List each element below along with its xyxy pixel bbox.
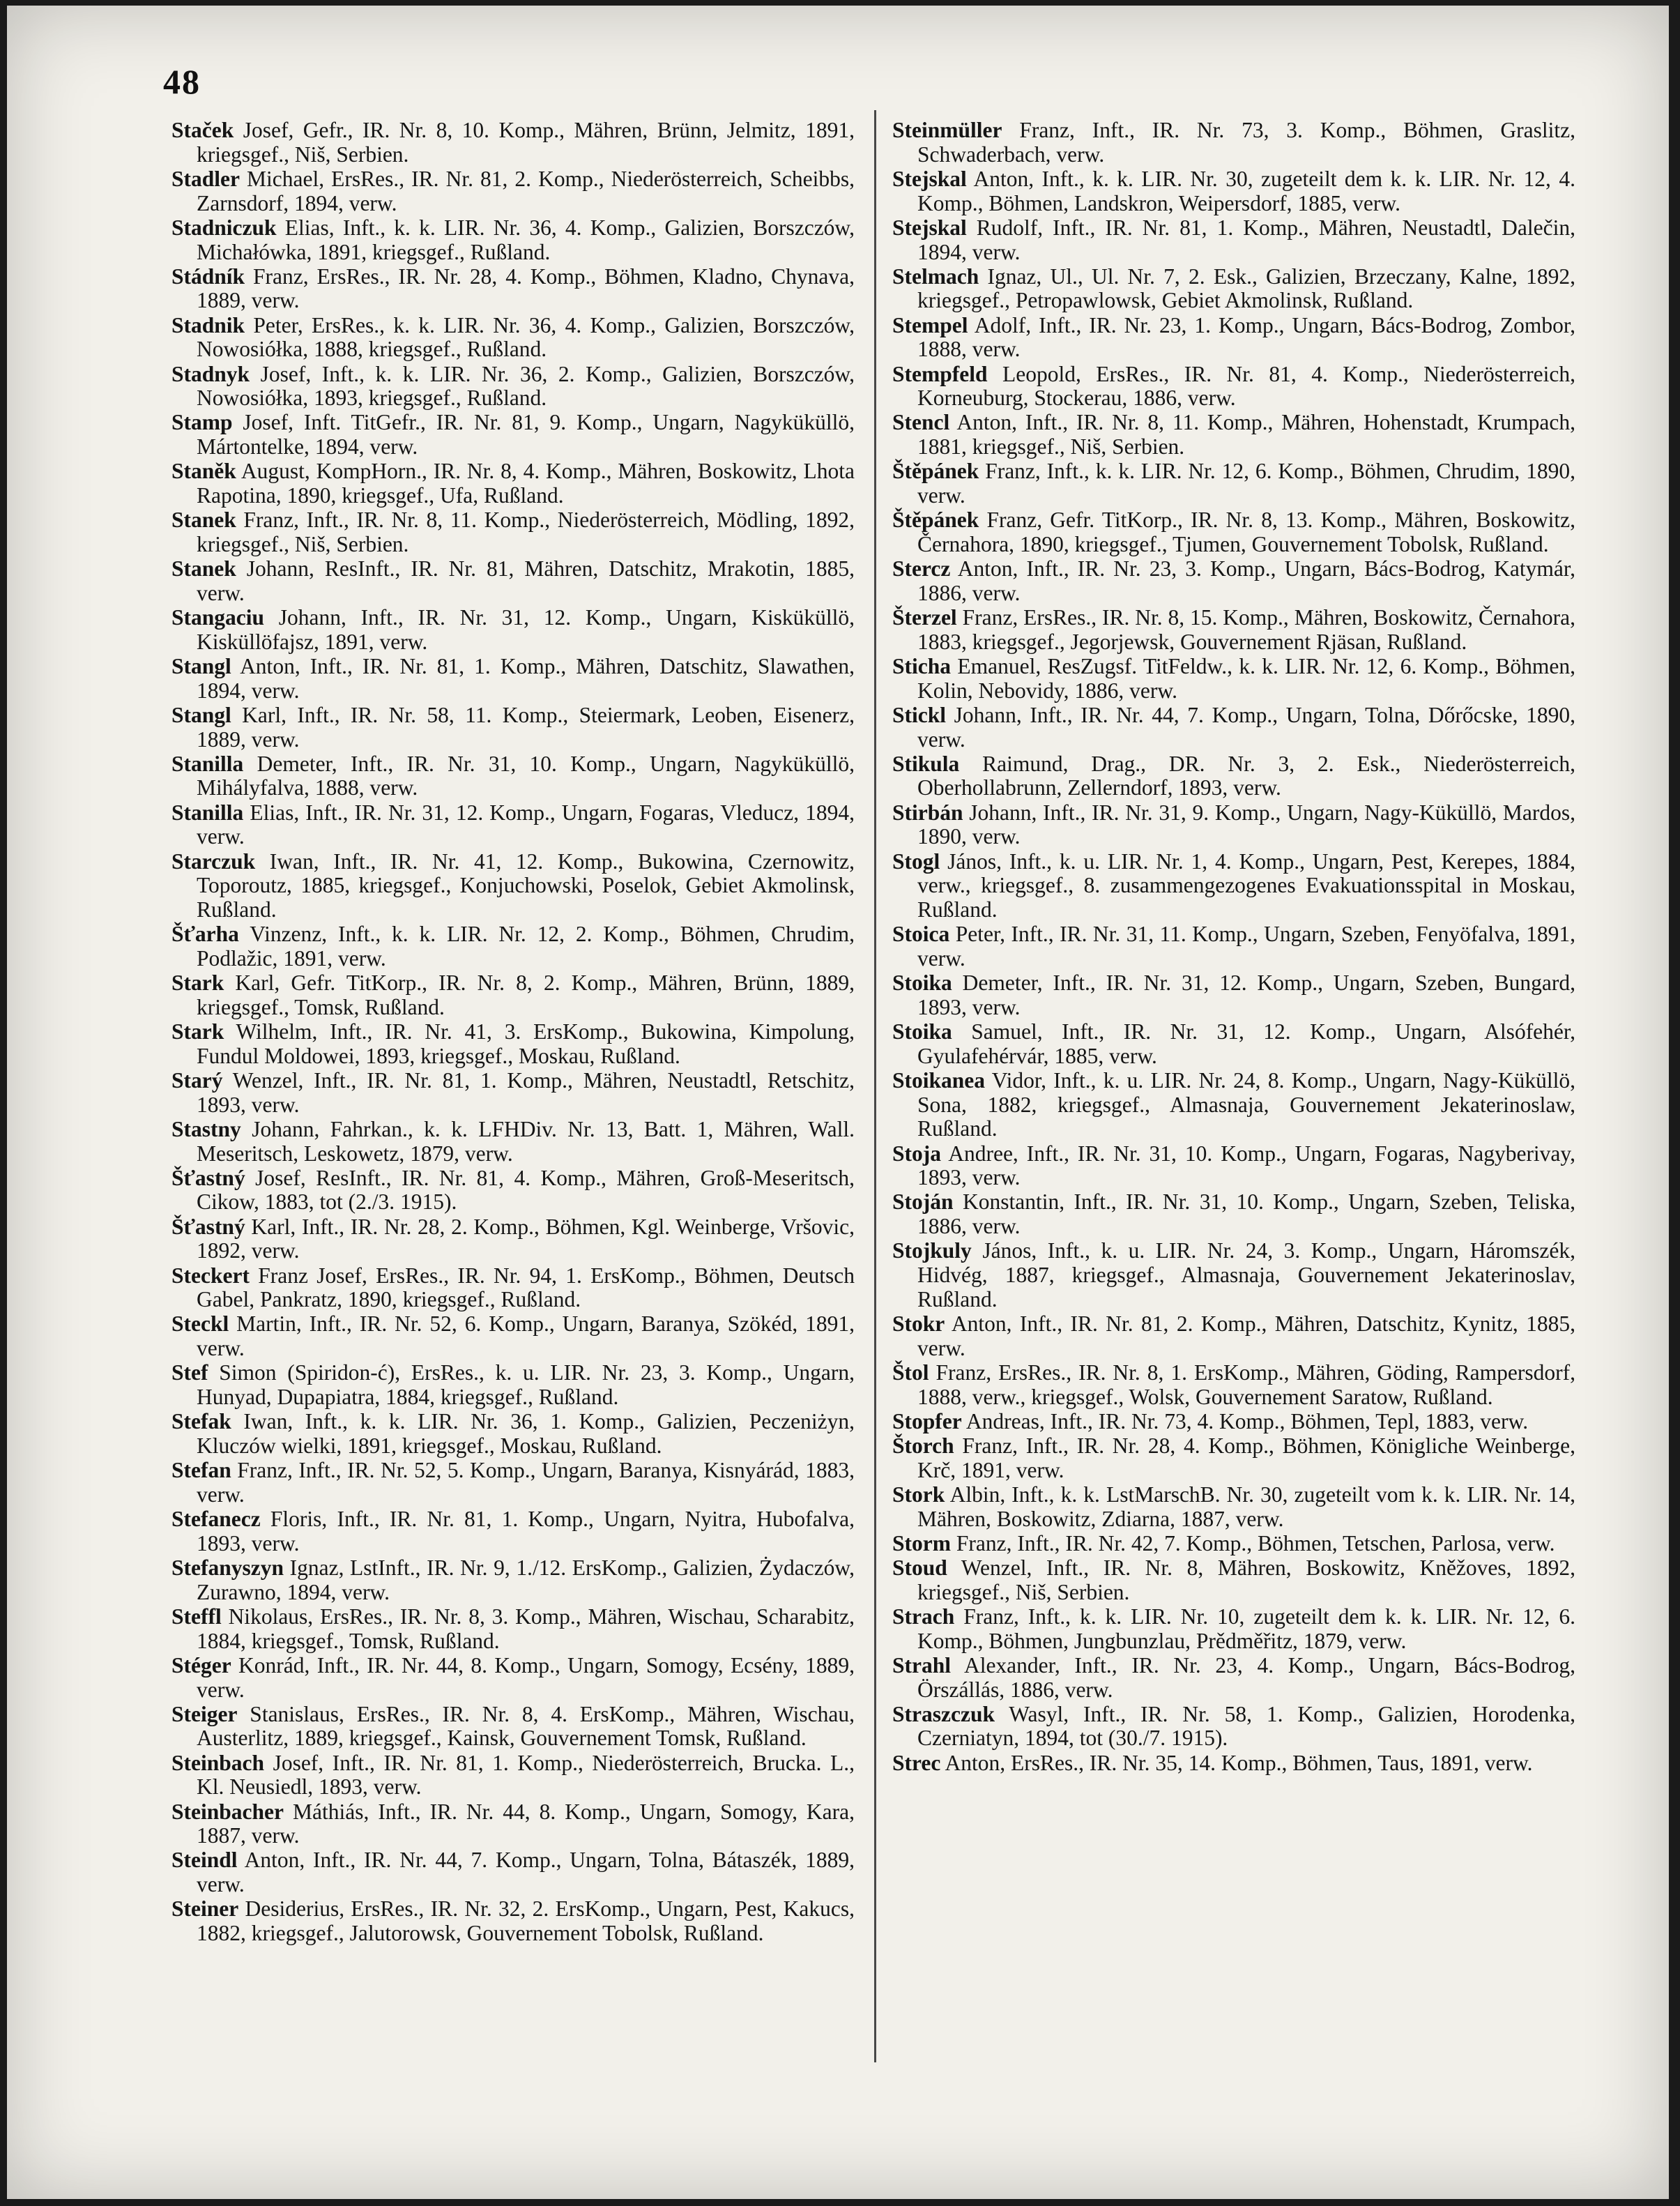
entry-details: Johann, ResInft., IR. Nr. 81, Mähren, Datschitz, Mrakotin, 1885, verw. — [197, 556, 855, 605]
entry-details: Anton, Inft., IR. Nr. 81, 2. Komp., Mähren, Datschitz, Kynitz, 1885, verw. — [917, 1311, 1575, 1360]
entry-details: Elias, Inft., k. k. LIR. Nr. 36, 4. Komp., Galizien, Borszczów, Michałówka, 1891, kriegsgef., Rußland. — [197, 215, 855, 264]
entry-surname: Stef — [171, 1360, 208, 1385]
entry-details: Karl, Inft., IR. Nr. 28, 2. Komp., Böhmen, Kgl. Weinberge, Vršovic, 1892, verw. — [197, 1214, 855, 1263]
entry-surname: Stempfeld — [892, 361, 988, 386]
list-entry — [892, 801, 1575, 849]
entry-details: Samuel, Inft., IR. Nr. 31, 12. Komp., Ungarn, Alsófehér, Gyulafehérvár, 1885, verw. — [917, 1019, 1575, 1068]
list-entry — [892, 1190, 1575, 1238]
entry-details: Anton, ErsRes., IR. Nr. 35, 14. Komp., Böhmen, Taus, 1891, verw. — [945, 1750, 1533, 1775]
list-entry — [171, 922, 855, 971]
list-entry — [892, 1312, 1575, 1360]
entry-surname: Štěpánek — [892, 508, 979, 533]
list-entry — [171, 606, 855, 654]
entry-surname: Stangaciu — [171, 605, 265, 630]
entry-surname: Stark — [171, 971, 224, 996]
list-entry — [171, 1118, 855, 1166]
list-entry — [171, 557, 855, 605]
entry-details: Franz, Inft., IR. Nr. 28, 4. Komp., Böhmen, Königliche Weinberge, Krč, 1891, verw. — [917, 1433, 1576, 1482]
entry-details: Anton, Inft., IR. Nr. 81, 1. Komp., Mähren, Datschitz, Slawathen, 1894, verw. — [197, 653, 855, 703]
entry-surname: Stopfer — [892, 1408, 962, 1433]
list-entry — [171, 1410, 855, 1458]
list-entry — [892, 265, 1575, 313]
entry-surname: Steinmüller — [892, 118, 1002, 142]
list-entry — [171, 363, 855, 411]
entry-surname: Stadnik — [171, 312, 245, 337]
list-entry — [171, 167, 855, 215]
entry-surname: Stoján — [892, 1189, 954, 1215]
entry-details: Albin, Inft., k. k. LstMarschB. Nr. 30, zugeteilt vom k. k. LIR. Nr. 14, Mähren, Boskowitz, Zdiarna, 1887, verw. — [917, 1482, 1575, 1531]
list-entry — [892, 703, 1575, 752]
entry-surname: Stencl — [892, 410, 950, 435]
list-entry — [171, 971, 855, 1019]
entry-details: Anton, Inft., IR. Nr. 8, 11. Komp., Mähren, Hohenstadt, Krumpach, 1881, kriegsgef., Niš, Serbien. — [917, 410, 1576, 459]
list-entry — [171, 1703, 855, 1751]
entry-details: Franz, Gefr. TitKorp., IR. Nr. 8, 13. Komp., Mähren, Boskowitz, Černahora, 1890, kriegsgef., Tjumen, Gouvernement Tobolsk, Rußland. — [917, 508, 1575, 556]
entry-details: Nikolaus, ErsRes., IR. Nr. 8, 3. Komp., Mähren, Wischau, Scharabitz, 1884, kriegsgef., Tomsk, Rußland. — [197, 1604, 855, 1653]
entry-details: Johann, Inft., IR. Nr. 31, 9. Komp., Ungarn, Nagy-Küküllö, Mardos, 1890, verw. — [917, 800, 1576, 849]
list-entry — [171, 1020, 855, 1068]
list-entry — [171, 1507, 855, 1555]
entry-surname: Stikula — [892, 751, 960, 776]
list-entry — [892, 922, 1575, 971]
entry-details: Leopold, ErsRes., IR. Nr. 81, 4. Komp., Niederösterreich, Korneuburg, Stockerau, 1886, verw. — [917, 361, 1576, 411]
entry-details: Ignaz, Ul., Ul. Nr. 7, 2. Esk., Galizien, Brzeczany, Kalne, 1892, kriegsgef., Petropawlowsk, Gebiet Akmolinsk, Rußland. — [917, 264, 1575, 313]
entry-details: Andreas, Inft., IR. Nr. 73, 4. Komp., Böhmen, Tepl, 1883, verw. — [965, 1408, 1529, 1433]
entry-surname: Štol — [892, 1360, 929, 1385]
list-entry — [892, 1361, 1575, 1409]
entry-surname: Stadnyk — [171, 361, 250, 386]
entry-details: Demeter, Inft., IR. Nr. 31, 10. Komp., Ungarn, Nagyküküllö, Mihályfalva, 1888, verw. — [197, 751, 855, 800]
entry-surname: Stercz — [892, 556, 951, 581]
entry-details: Franz, Inft., k. k. LIR. Nr. 10, zugeteilt dem k. k. LIR. Nr. 12, 6. Komp., Böhmen, Jungbunzlau, Prědměřitz, 1879, verw. — [917, 1604, 1576, 1653]
entry-details: Konrád, Inft., IR. Nr. 44, 8. Komp., Ungarn, Somogy, Ecsény, 1889, verw. — [197, 1652, 855, 1702]
list-entry — [171, 1897, 855, 1945]
entry-details: Floris, Inft., IR. Nr. 81, 1. Komp., Ungarn, Nyitra, Hubofalva, 1893, verw. — [197, 1507, 855, 1555]
entry-surname: Stadler — [171, 166, 240, 191]
entry-surname: Šterzel — [892, 605, 957, 630]
list-entry — [892, 1410, 1575, 1434]
entry-details: János, Inft., k. u. LIR. Nr. 24, 3. Komp., Ungarn, Háromszék, Hidvég, 1887, kriegsgef., Almasnaja, Gouvernement Jekaterinoslav, Rußland. — [917, 1238, 1576, 1311]
entry-surname: Stádník — [171, 264, 245, 289]
entry-details: Franz, Inft., IR. Nr. 52, 5. Komp., Ungarn, Baranya, Kisnyárád, 1883, verw. — [197, 1458, 855, 1507]
entry-surname: Stefak — [171, 1409, 231, 1434]
list-entry — [171, 119, 855, 167]
entry-details: Johann, Inft., IR. Nr. 31, 12. Komp., Ungarn, Kisküküllö, Kisküllöfajsz, 1891, verw. — [197, 605, 855, 654]
entry-surname: Stojkuly — [892, 1238, 972, 1263]
entry-surname: Steffl — [171, 1604, 222, 1629]
list-entry — [171, 1215, 855, 1263]
entry-surname: Stefanecz — [171, 1507, 261, 1532]
entry-surname: Steinbacher — [171, 1799, 284, 1824]
list-entry — [892, 1483, 1575, 1531]
entry-surname: Starý — [171, 1067, 223, 1093]
list-entry — [892, 119, 1575, 167]
list-entry — [171, 265, 855, 313]
entry-surname: Stanek — [171, 556, 236, 581]
list-entry — [171, 752, 855, 800]
entry-surname: Strach — [892, 1604, 955, 1629]
entry-surname: Steinbach — [171, 1750, 265, 1775]
entry-surname: Stastny — [171, 1116, 241, 1141]
list-entry — [171, 314, 855, 362]
entry-details: Franz, ErsRes., IR. Nr. 8, 15. Komp., Mähren, Boskowitz, Černahora, 1883, kriegsgef., Jegorjewsk, Gouvernement Rjäsan, Rußland. — [917, 605, 1576, 654]
entry-surname: Šťarha — [171, 922, 239, 947]
entry-surname: Stogl — [892, 849, 940, 874]
entry-surname: Staček — [171, 118, 234, 142]
entry-surname: Stoica — [892, 922, 950, 947]
entry-surname: Steindl — [171, 1848, 238, 1873]
list-entry — [892, 557, 1575, 605]
entry-surname: Štěpánek — [892, 459, 979, 484]
list-entry — [892, 1532, 1575, 1556]
entry-surname: Šťastný — [171, 1165, 245, 1190]
list-entry — [171, 703, 855, 752]
entry-surname: Stoika — [892, 971, 952, 996]
entry-details: Stanislaus, ErsRes., IR. Nr. 8, 4. ErsKomp., Mähren, Wischau, Austerlitz, 1889, kriegsgef., Kainsk, Gouvernement Tomsk, Rußland. — [197, 1701, 855, 1751]
entry-details: Franz, Inft., k. k. LIR. Nr. 12, 6. Komp., Böhmen, Chrudim, 1890, verw. — [917, 459, 1575, 508]
list-entry — [171, 1459, 855, 1507]
list-entry — [171, 1654, 855, 1702]
entry-details: Johann, Fahrkan., k. k. LFHDiv. Nr. 13, Batt. 1, Mähren, Wall. Meseritsch, Leskowetz, 1879, verw. — [197, 1116, 855, 1166]
entry-surname: Stéger — [171, 1652, 231, 1678]
entry-surname: Stoika — [892, 1019, 952, 1044]
page-number: 48 — [163, 62, 201, 101]
entry-surname: Stejskal — [892, 215, 967, 240]
list-entry — [892, 216, 1575, 264]
list-entry — [171, 1264, 855, 1312]
entry-surname: Steckert — [171, 1263, 250, 1288]
entry-surname: Straszczuk — [892, 1701, 995, 1726]
entry-details: Anton, Inft., IR. Nr. 23, 3. Komp., Ungarn, Bács-Bodrog, Katymár, 1886, verw. — [917, 556, 1575, 605]
list-entry — [892, 363, 1575, 411]
list-entry — [171, 655, 855, 703]
entry-details: Wilhelm, Inft., IR. Nr. 41, 3. ErsKomp., Bukowina, Kimpolung, Fundul Moldowei, 1893, kriegsgef., Moskau, Rußland. — [197, 1019, 855, 1068]
list-entry — [171, 1800, 855, 1848]
entry-details: Alexander, Inft., IR. Nr. 23, 4. Komp., Ungarn, Bács-Bodrog, Örszállás, 1886, verw. — [917, 1652, 1576, 1702]
list-entry — [892, 1751, 1575, 1776]
entry-details: Peter, Inft., IR. Nr. 31, 11. Komp., Ungarn, Szeben, Fenyöfalva, 1891, verw. — [917, 922, 1575, 971]
list-entry — [892, 1434, 1575, 1482]
entry-details: Josef, ResInft., IR. Nr. 81, 4. Komp., Mähren, Groß-Meseritsch, Cikow, 1883, tot (2./3. 1915). — [197, 1165, 855, 1215]
entry-details: Martin, Inft., IR. Nr. 52, 6. Komp., Ungarn, Baranya, Szökéd, 1891, verw. — [197, 1311, 855, 1361]
entry-surname: Sticha — [892, 653, 952, 678]
entry-details: Desiderius, ErsRes., IR. Nr. 32, 2. ErsKomp., Ungarn, Pest, Kakucs, 1882, kriegsgef., Jalutorowsk, Gouvernement Tobolsk, Rußland. — [197, 1896, 855, 1946]
entry-details: Simon (Spiridon-ć), ErsRes., k. u. LIR. Nr. 23, 3. Komp., Ungarn, Hunyad, Dupapiatra, 1884, kriegsgef., Rußland. — [197, 1360, 855, 1410]
entry-surname: Stickl — [892, 702, 947, 727]
entry-details: Elias, Inft., IR. Nr. 31, 12. Komp., Ungarn, Fogaras, Vleducz, 1894, verw. — [197, 800, 855, 849]
entry-surname: Steckl — [171, 1311, 229, 1337]
list-entry — [892, 1703, 1575, 1751]
list-entry — [892, 1654, 1575, 1702]
entry-details: Iwan, Inft., IR. Nr. 41, 12. Komp., Bukowina, Czernowitz, Toporoutz, 1885, kriegsgef., Konjuchowski, Poselok, Gebiet Akmolinsk, Rußland. — [197, 849, 855, 922]
entry-details: Iwan, Inft., k. k. LIR. Nr. 36, 1. Komp., Galizien, Peczeniżyn, Kluczów wielki, 1891, kriegsgef., Moskau, Rußland. — [197, 1409, 855, 1458]
list-entry — [892, 655, 1575, 703]
entry-details: Wenzel, Inft., IR. Nr. 8, Mähren, Boskowitz, Kněžoves, 1892, kriegsgef., Niš, Serbien. — [917, 1555, 1575, 1604]
list-entry — [892, 1142, 1575, 1190]
list-entry — [892, 850, 1575, 922]
list-entry — [171, 508, 855, 556]
entry-details: Peter, ErsRes., k. k. LIR. Nr. 36, 4. Komp., Galizien, Borszczów, Nowosiółka, 1888, kriegsgef., Rußland. — [197, 312, 855, 362]
list-entry — [892, 1556, 1575, 1604]
entry-surname: Štorch — [892, 1433, 954, 1458]
entry-surname: Staněk — [171, 459, 236, 484]
list-entry — [171, 1069, 855, 1117]
entry-details: August, KompHorn., IR. Nr. 8, 4. Komp., Mähren, Boskowitz, Lhota Rapotina, 1890, kriegsgef., Ufa, Rußland. — [197, 459, 855, 508]
entry-surname: Storm — [892, 1530, 951, 1555]
entry-details: Josef, Inft., k. k. LIR. Nr. 36, 2. Komp., Galizien, Borszczów, Nowosiółka, 1893, kriegsgef., Rußland. — [197, 361, 855, 411]
entry-surname: Stirbán — [892, 800, 963, 825]
list-entry — [171, 1605, 855, 1653]
list-entry — [892, 1605, 1575, 1653]
entry-surname: Stefan — [171, 1458, 231, 1483]
entry-details: Wenzel, Inft., IR. Nr. 81, 1. Komp., Mähren, Neustadtl, Retschitz, 1893, verw. — [197, 1067, 855, 1117]
entry-surname: Stoikanea — [892, 1067, 986, 1093]
list-entry — [171, 1556, 855, 1604]
entry-details: Konstantin, Inft., IR. Nr. 31, 10. Komp., Ungarn, Szeben, Teliska, 1886, verw. — [917, 1189, 1576, 1239]
list-entry — [171, 216, 855, 264]
list-entry — [171, 459, 855, 508]
entry-surname: Stejskal — [892, 166, 967, 191]
list-entry — [892, 606, 1575, 654]
entry-surname: Stanilla — [171, 800, 244, 825]
entry-details: Franz, ErsRes., IR. Nr. 28, 4. Komp., Böhmen, Kladno, Chynava, 1889, verw. — [197, 264, 855, 313]
list-entry — [171, 1166, 855, 1215]
entry-details: Franz, ErsRes., IR. Nr. 8, 1. ErsKomp., Mähren, Göding, Rampersdorf, 1888, verw., kriegsgef., Wolsk, Gouvernement Saratow, Rußland. — [917, 1360, 1576, 1409]
entry-details: Franz, Inft., IR. Nr. 73, 3. Komp., Böhmen, Graslitz, Schwaderbach, verw. — [917, 118, 1575, 167]
entry-details: Josef, Gefr., IR. Nr. 8, 10. Komp., Mähren, Brünn, Jelmitz, 1891, kriegsgef., Niš, Serbien. — [197, 118, 855, 167]
list-entry — [892, 971, 1575, 1019]
entry-details: Franz, Inft., IR. Nr. 42, 7. Komp., Böhmen, Tetschen, Parlosa, verw. — [956, 1530, 1555, 1555]
entry-details: Johann, Inft., IR. Nr. 44, 7. Komp., Ungarn, Tolna, Dőrőcske, 1890, verw. — [917, 702, 1575, 752]
list-entry — [892, 1069, 1575, 1141]
list-entry — [892, 314, 1575, 362]
entry-details: Karl, Inft., IR. Nr. 58, 11. Komp., Steiermark, Leoben, Eisenerz, 1889, verw. — [197, 702, 855, 752]
list-entry — [171, 850, 855, 922]
list-entry — [171, 1312, 855, 1360]
column-divider — [874, 110, 876, 2062]
entry-details: Adolf, Inft., IR. Nr. 23, 1. Komp., Ungarn, Bács-Bodrog, Zombor, 1888, verw. — [917, 312, 1575, 362]
entry-details: Josef, Inft., IR. Nr. 81, 1. Komp., Niederösterreich, Brucka. L., Kl. Neusiedl, 1893, verw. — [197, 1750, 855, 1800]
entry-surname: Stefanyszyn — [171, 1555, 284, 1580]
entry-details: Michael, ErsRes., IR. Nr. 81, 2. Komp., Niederösterreich, Scheibbs, Zarnsdorf, 1894, verw. — [197, 166, 855, 215]
page — [7, 6, 1669, 2199]
entry-details: Máthiás, Inft., IR. Nr. 44, 8. Komp., Ungarn, Somogy, Kara, 1887, verw. — [197, 1799, 855, 1848]
entry-details: Josef, Inft. TitGefr., IR. Nr. 81, 9. Komp., Ungarn, Nagyküküllö, Mártontelke, 1894, verw. — [197, 410, 855, 459]
entry-details: Franz Josef, ErsRes., IR. Nr. 94, 1. ErsKomp., Böhmen, Deutsch Gabel, Pankratz, 1890, kriegsgef., Rußland. — [197, 1263, 855, 1312]
entry-surname: Starczuk — [171, 849, 256, 874]
entry-surname: Stark — [171, 1019, 224, 1044]
list-entry — [171, 411, 855, 459]
entry-surname: Stanilla — [171, 751, 244, 776]
entry-surname: Stoja — [892, 1141, 941, 1166]
entry-surname: Strec — [892, 1750, 941, 1775]
list-entry — [171, 1751, 855, 1800]
list-entry — [892, 1239, 1575, 1311]
entry-surname: Stadniczuk — [171, 215, 277, 240]
entry-surname: Stangl — [171, 653, 231, 678]
entry-details: Emanuel, ResZugsf. TitFeldw., k. k. LIR. Nr. 12, 6. Komp., Böhmen, Kolin, Nebovidy, 1886, verw. — [917, 653, 1575, 703]
list-entry — [171, 801, 855, 849]
entry-surname: Šťastný — [171, 1214, 245, 1239]
entry-surname: Stamp — [171, 410, 233, 435]
entry-surname: Steiger — [171, 1701, 238, 1726]
entry-details: János, Inft., k. u. LIR. Nr. 1, 4. Komp., Ungarn, Pest, Kerepes, 1884, verw., kriegsgef., 8. zusammengezogenes Evakuationsspital in Moskau, Rußland. — [917, 849, 1575, 922]
entry-details: Demeter, Inft., IR. Nr. 31, 12. Komp., Ungarn, Szeben, Bungard, 1893, verw. — [917, 971, 1575, 1019]
entry-surname: Steiner — [171, 1896, 239, 1922]
entry-surname: Stork — [892, 1482, 945, 1507]
list-entry — [892, 508, 1575, 556]
entry-details: Ignaz, LstInft., IR. Nr. 9, 1./12. ErsKomp., Galizien, Żydaczów, Zurawno, 1894, verw. — [197, 1555, 855, 1604]
entry-details: Andree, Inft., IR. Nr. 31, 10. Komp., Ungarn, Fogaras, Nagyberivay, 1893, verw. — [917, 1141, 1575, 1190]
entry-details: Vinzenz, Inft., k. k. LIR. Nr. 12, 2. Komp., Böhmen, Chrudim, Podlažic, 1891, verw. — [197, 922, 855, 971]
entry-surname: Stoud — [892, 1555, 947, 1580]
list-entry — [171, 1361, 855, 1409]
entry-details: Karl, Gefr. TitKorp., IR. Nr. 8, 2. Komp., Mähren, Brünn, 1889, kriegsgef., Tomsk, Rußland. — [197, 971, 855, 1019]
list-entry — [171, 1848, 855, 1896]
entry-details: Raimund, Drag., DR. Nr. 3, 2. Esk., Niederösterreich, Oberhollabrunn, Zellerndorf, 1893, verw. — [917, 751, 1575, 800]
entry-details: Vidor, Inft., k. u. LIR. Nr. 24, 8. Komp., Ungarn, Nagy-Küküllö, Sona, 1882, kriegsgef., Almasnaja, Gouvernement Jekaterinoslaw, Rußland. — [917, 1067, 1575, 1141]
entry-surname: Stangl — [171, 702, 231, 727]
list-entry — [892, 167, 1575, 215]
entry-details: Rudolf, Inft., IR. Nr. 81, 1. Komp., Mähren, Neustadtl, Dalečin, 1894, verw. — [917, 215, 1575, 264]
entry-surname: Strahl — [892, 1652, 952, 1678]
right-column — [892, 119, 1575, 1776]
list-entry — [892, 752, 1575, 800]
entry-details: Anton, Inft., IR. Nr. 44, 7. Komp., Ungarn, Tolna, Bátaszék, 1889, verw. — [197, 1848, 855, 1897]
entry-surname: Stokr — [892, 1311, 945, 1336]
entry-details: Wasyl, Inft., IR. Nr. 58, 1. Komp., Galizien, Horodenka, Czerniatyn, 1894, tot (30./7. 1915). — [917, 1701, 1575, 1751]
left-column — [171, 119, 855, 1946]
list-entry — [892, 411, 1575, 459]
list-entry — [892, 459, 1575, 508]
entry-details: Franz, Inft., IR. Nr. 8, 11. Komp., Niederösterreich, Mödling, 1892, kriegsgef., Niš, Serbien. — [197, 508, 855, 556]
entry-details: Anton, Inft., k. k. LIR. Nr. 30, zugeteilt dem k. k. LIR. Nr. 12, 4. Komp., Böhmen, Landskron, Weipersdorf, 1885, verw. — [917, 166, 1575, 215]
list-entry — [892, 1020, 1575, 1068]
entry-surname: Stanek — [171, 508, 236, 533]
entry-surname: Stelmach — [892, 264, 979, 289]
entry-surname: Stempel — [892, 312, 968, 337]
